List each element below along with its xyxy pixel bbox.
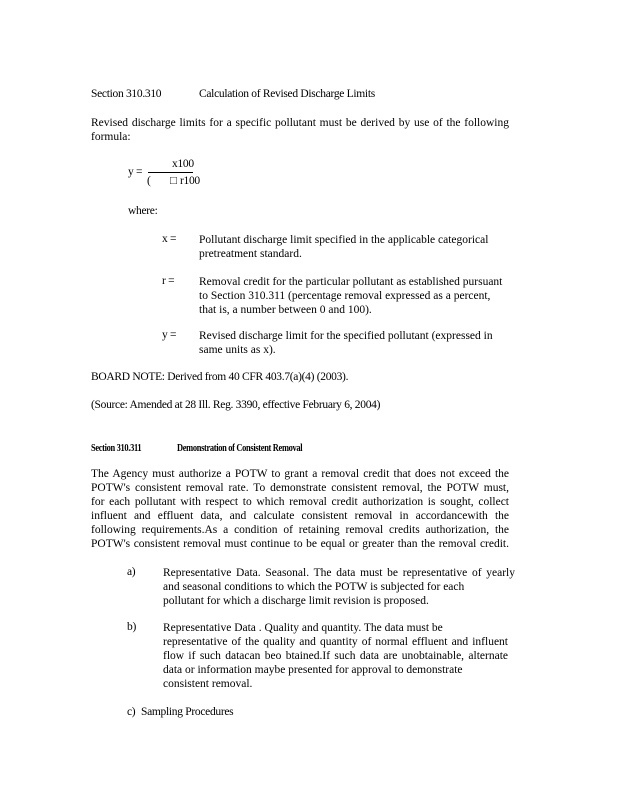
section-310-title: Calculation of Revised Discharge Limits <box>199 88 375 100</box>
body-line: POTW's consistent removal must continue to be equal or greater than the removal credit. <box>91 538 509 550</box>
intro-line: Revised discharge limits for a specific pollutant must be derived by use of the following <box>91 117 509 129</box>
body-line: for each pollutant with respect to which removal credit authorization is sought, collect <box>91 496 509 508</box>
section-310-intro <box>91 116 509 144</box>
item-c-text: Sampling Procedures <box>141 706 234 718</box>
section-310-number: Section 310.310 <box>91 88 162 100</box>
def-symbol-y: y = <box>162 329 177 341</box>
item-b-text: Representative Data . Quality and quantity. The data must be representative of the quality and quantity of normal effluent and influent flow if such datacan beo btained.If such data are unobtainable, alternate data or information maybe presented for approval to demonstrate consistent removal. <box>163 622 508 690</box>
formula-denom-box: □ <box>170 175 177 187</box>
def-text-y: Revised discharge limit for the specified pollutant (expressed in same units as x). <box>199 330 493 356</box>
section-311-title: Demonstration of Consistent Removal <box>177 443 303 454</box>
def-symbol-r: r = <box>162 275 175 287</box>
board-note: BOARD NOTE: Derived from 40 CFR 403.7(a)(4) (2003). <box>91 371 349 383</box>
formula-denom-rest: r100 <box>180 175 200 187</box>
item-a-text: Representative Data. Seasonal. The data must be representative of yearly and seasonal conditions to which the POTW is subjected for each pollutant for which a discharge limit revision is proposed. <box>163 567 515 607</box>
body-line: following requirements.As a condition of retaining removal credits authorization, the <box>91 524 509 536</box>
formula-denom-paren: ( <box>147 175 151 187</box>
source-note: (Source: Amended at 28 Ill. Reg. 3390, effective February 6, 2004) <box>91 399 381 411</box>
section-311-number: Section 310.311 <box>91 443 142 454</box>
def-text-r: Removal credit for the particular pollutant as established pursuant to Section 310.311 (percentage removal expressed as a percent, that is, a number between 0 and 100). <box>199 276 503 316</box>
fraction-bar <box>148 172 193 173</box>
item-a-label: a) <box>127 566 136 578</box>
formula-numerator: x100 <box>172 158 194 170</box>
where-label: where: <box>128 205 158 217</box>
formula-y: y = <box>128 166 143 178</box>
def-symbol-x: x = <box>162 233 177 245</box>
def-text-x: Pollutant discharge limit specified in the applicable categorical pretreatment standard. <box>199 234 489 260</box>
body-line: POTW's consistent removal rate. To demonstrate consistent removal, the POTW must, <box>91 482 509 494</box>
body-line: influent and effluent data, and calculate consistent removal in accordancewith the <box>91 510 509 522</box>
section-311-body <box>91 467 509 551</box>
item-b-label: b) <box>127 621 136 633</box>
intro-line: formula: <box>91 131 131 143</box>
body-line: The Agency must authorize a POTW to grant a removal credit that does not exceed the <box>91 468 509 480</box>
item-c-label: c) <box>127 706 136 718</box>
